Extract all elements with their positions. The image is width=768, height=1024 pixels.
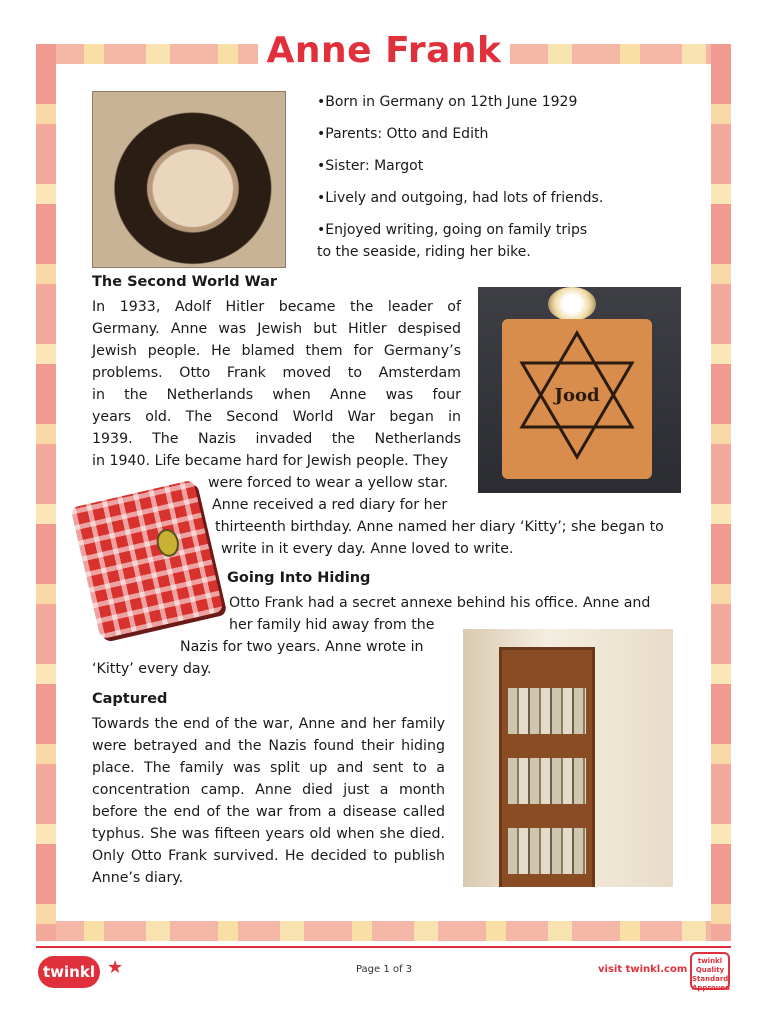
- text-line: concentration camp. Anne died just a month: [92, 782, 445, 798]
- text-line: thirteenth birthday. Anne named her diary ‘Kitty’; she began to: [215, 519, 664, 535]
- secret-annexe-bookcase-photo: [463, 629, 673, 887]
- section-heading-captured: Captured: [92, 691, 168, 707]
- diary-clasp-icon: [154, 527, 182, 559]
- text-line: problems. Otto Frank moved to Amsterdam: [92, 365, 461, 381]
- page-number: Page 1 of 3: [355, 964, 413, 975]
- section-heading-ww2: The Second World War: [92, 274, 278, 290]
- bullet-hobbies: •Enjoyed writing, going on family trips: [317, 222, 588, 238]
- bullet-birth: •Born in Germany on 12th June 1929: [317, 94, 578, 110]
- bookcase: [499, 647, 595, 887]
- decorative-border-right: [711, 44, 731, 941]
- yellow-star-cloth: [502, 319, 652, 479]
- text-line: Jewish people. He blamed them for Germany’s: [92, 343, 461, 359]
- bullet-parents: •Parents: Otto and Edith: [317, 126, 489, 142]
- decorative-border-left: [36, 44, 56, 941]
- text-line: in 1940. Life became hard for Jewish people. They: [92, 453, 448, 469]
- visit-twinkl-link[interactable]: visit twinkl.com: [598, 964, 688, 975]
- quality-badge-icon: twinkl Quality Standard Approved: [690, 952, 730, 990]
- text-line: in the Netherlands when Anne was four: [92, 387, 461, 403]
- lamp-icon: [548, 287, 596, 321]
- ww2-paragraph: [92, 296, 461, 450]
- bullet-sister: •Sister: Margot: [317, 158, 424, 174]
- text-line: Nazis for two years. Anne wrote in: [180, 639, 424, 655]
- anne-frank-portrait-photo: [92, 91, 286, 268]
- star-badge-text: Jood: [554, 385, 600, 406]
- text-line: her family hid away from the: [229, 617, 435, 633]
- text-line: Anne’s diary.: [92, 870, 184, 886]
- text-line: Germany. Anne was Jewish but Hitler despised: [92, 321, 461, 337]
- text-line: years old. The Second World War began in: [92, 409, 461, 425]
- text-line: were forced to wear a yellow star.: [208, 475, 449, 491]
- text-line: In 1933, Adolf Hitler became the leader of: [92, 299, 461, 315]
- text-line: Towards the end of the war, Anne and her family: [92, 716, 445, 732]
- bullet-hobbies-cont: to the seaside, riding her bike.: [317, 244, 531, 260]
- text-line: place. The family was split up and sent to a: [92, 760, 445, 776]
- text-line: Anne received a red diary for her: [212, 497, 448, 513]
- bookshelf-row: [508, 828, 586, 874]
- bookshelf-row: [508, 688, 586, 734]
- text-line: were betrayed and the Nazis found their hiding: [92, 738, 445, 754]
- yellow-star-badge-photo: [478, 287, 681, 493]
- text-line: typhus. She was fifteen years old when she died.: [92, 826, 445, 842]
- text-line: Only Otto Frank survived. He decided to publish: [92, 848, 445, 864]
- bullet-personality: •Lively and outgoing, had lots of friends.: [317, 190, 604, 206]
- captured-paragraph: [92, 713, 445, 889]
- bookshelf-row: [508, 758, 586, 804]
- star-icon: ★: [107, 957, 124, 978]
- page-title: Anne Frank: [266, 29, 502, 71]
- section-heading-hiding: Going Into Hiding: [227, 570, 371, 586]
- star-of-david-icon: [502, 319, 652, 479]
- text-line: before the end of the war from a disease called: [92, 804, 445, 820]
- footer-divider: [36, 946, 731, 948]
- text-line: 1939. The Nazis invaded the Netherlands: [92, 431, 461, 447]
- text-line: ‘Kitty’ every day.: [92, 661, 212, 677]
- text-line: write in it every day. Anne loved to write.: [221, 541, 514, 557]
- twinkl-logo[interactable]: twinkl: [38, 956, 100, 988]
- text-line: Otto Frank had a secret annexe behind his office. Anne and: [229, 595, 651, 611]
- title-box: [258, 24, 510, 76]
